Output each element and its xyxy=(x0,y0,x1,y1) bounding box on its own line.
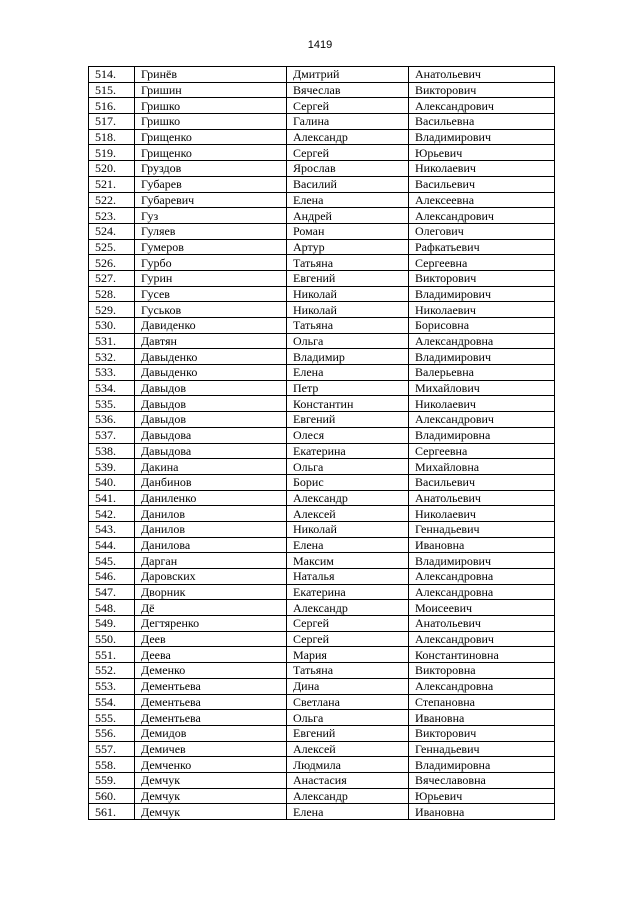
table-row xyxy=(89,67,555,83)
table-row xyxy=(89,600,555,616)
last-name-cell: Даниленко xyxy=(135,490,287,506)
table-row xyxy=(89,412,555,428)
table-row xyxy=(89,694,555,710)
patronymic-cell: Владимирович xyxy=(409,286,555,302)
table-row xyxy=(89,318,555,334)
table-row xyxy=(89,114,555,130)
table-row xyxy=(89,521,555,537)
table-row xyxy=(89,804,555,820)
row-number-cell: 524. xyxy=(89,223,135,239)
last-name-cell: Давыдов xyxy=(135,380,287,396)
row-number-cell: 540. xyxy=(89,474,135,490)
first-name-cell: Константин xyxy=(287,396,409,412)
patronymic-cell: Вячеславовна xyxy=(409,772,555,788)
table-row xyxy=(89,490,555,506)
patronymic-cell: Рафкатьевич xyxy=(409,239,555,255)
first-name-cell: Анастасия xyxy=(287,772,409,788)
last-name-cell: Демичев xyxy=(135,741,287,757)
table-row xyxy=(89,192,555,208)
first-name-cell: Светлана xyxy=(287,694,409,710)
row-number-cell: 548. xyxy=(89,600,135,616)
table-row xyxy=(89,255,555,271)
last-name-cell: Давыдова xyxy=(135,443,287,459)
last-name-cell: Гурин xyxy=(135,270,287,286)
first-name-cell: Роман xyxy=(287,223,409,239)
table-row xyxy=(89,757,555,773)
patronymic-cell: Александровна xyxy=(409,584,555,600)
patronymic-cell: Константиновна xyxy=(409,647,555,663)
first-name-cell: Евгений xyxy=(287,725,409,741)
first-name-cell: Петр xyxy=(287,380,409,396)
last-name-cell: Даровских xyxy=(135,569,287,585)
row-number-cell: 518. xyxy=(89,129,135,145)
patronymic-cell: Юрьевич xyxy=(409,788,555,804)
table-row xyxy=(89,474,555,490)
first-name-cell: Ольга xyxy=(287,333,409,349)
row-number-cell: 552. xyxy=(89,663,135,679)
table-row xyxy=(89,270,555,286)
first-name-cell: Николай xyxy=(287,521,409,537)
last-name-cell: Дементьева xyxy=(135,710,287,726)
last-name-cell: Гусев xyxy=(135,286,287,302)
row-number-cell: 560. xyxy=(89,788,135,804)
row-number-cell: 542. xyxy=(89,506,135,522)
first-name-cell: Людмила xyxy=(287,757,409,773)
patronymic-cell: Александровна xyxy=(409,333,555,349)
page-number: 1419 xyxy=(307,39,333,51)
row-number-cell: 526. xyxy=(89,255,135,271)
row-number-cell: 517. xyxy=(89,114,135,130)
table-row xyxy=(89,537,555,553)
table-row xyxy=(89,584,555,600)
row-number-cell: 538. xyxy=(89,443,135,459)
last-name-cell: Давыдов xyxy=(135,412,287,428)
table-row xyxy=(89,663,555,679)
table-row xyxy=(89,349,555,365)
table-row xyxy=(89,443,555,459)
row-number-cell: 558. xyxy=(89,757,135,773)
patronymic-cell: Юрьевич xyxy=(409,145,555,161)
patronymic-cell: Геннадьевич xyxy=(409,521,555,537)
table-row xyxy=(89,741,555,757)
first-name-cell: Николай xyxy=(287,286,409,302)
row-number-cell: 515. xyxy=(89,82,135,98)
first-name-cell: Галина xyxy=(287,114,409,130)
row-number-cell: 530. xyxy=(89,318,135,334)
last-name-cell: Гуз xyxy=(135,208,287,224)
last-name-cell: Давиденко xyxy=(135,318,287,334)
table-row xyxy=(89,302,555,318)
patronymic-cell: Валерьевна xyxy=(409,365,555,381)
first-name-cell: Татьяна xyxy=(287,318,409,334)
patronymic-cell: Анатольевич xyxy=(409,67,555,83)
table-row xyxy=(89,631,555,647)
table-row xyxy=(89,98,555,114)
last-name-cell: Деев xyxy=(135,631,287,647)
first-name-cell: Екатерина xyxy=(287,443,409,459)
row-number-cell: 533. xyxy=(89,365,135,381)
patronymic-cell: Борисовна xyxy=(409,318,555,334)
last-name-cell: Дементьева xyxy=(135,678,287,694)
first-name-cell: Андрей xyxy=(287,208,409,224)
first-name-cell: Елена xyxy=(287,537,409,553)
table-row xyxy=(89,365,555,381)
first-name-cell: Елена xyxy=(287,804,409,820)
row-number-cell: 527. xyxy=(89,270,135,286)
patronymic-cell: Викторович xyxy=(409,725,555,741)
first-name-cell: Евгений xyxy=(287,412,409,428)
table-row xyxy=(89,647,555,663)
patronymic-cell: Викторович xyxy=(409,270,555,286)
patronymic-cell: Михайлович xyxy=(409,380,555,396)
row-number-cell: 546. xyxy=(89,569,135,585)
patronymic-cell: Николаевич xyxy=(409,506,555,522)
table-row xyxy=(89,161,555,177)
patronymic-cell: Ивановна xyxy=(409,804,555,820)
row-number-cell: 537. xyxy=(89,427,135,443)
first-name-cell: Сергей xyxy=(287,631,409,647)
last-name-cell: Груздов xyxy=(135,161,287,177)
patronymic-cell: Николаевич xyxy=(409,161,555,177)
table-row xyxy=(89,725,555,741)
table-row xyxy=(89,553,555,569)
row-number-cell: 528. xyxy=(89,286,135,302)
table-row xyxy=(89,82,555,98)
last-name-cell: Давтян xyxy=(135,333,287,349)
last-name-cell: Демчук xyxy=(135,788,287,804)
names-table xyxy=(88,66,555,820)
last-name-cell: Грищенко xyxy=(135,145,287,161)
first-name-cell: Татьяна xyxy=(287,255,409,271)
patronymic-cell: Олегович xyxy=(409,223,555,239)
row-number-cell: 532. xyxy=(89,349,135,365)
patronymic-cell: Николаевич xyxy=(409,396,555,412)
table-row xyxy=(89,333,555,349)
last-name-cell: Гришко xyxy=(135,114,287,130)
row-number-cell: 550. xyxy=(89,631,135,647)
last-name-cell: Гринёв xyxy=(135,67,287,83)
last-name-cell: Дегтяренко xyxy=(135,616,287,632)
last-name-cell: Деева xyxy=(135,647,287,663)
last-name-cell: Гуськов xyxy=(135,302,287,318)
last-name-cell: Давыдова xyxy=(135,427,287,443)
first-name-cell: Александр xyxy=(287,600,409,616)
table-row xyxy=(89,710,555,726)
table-row xyxy=(89,223,555,239)
table-row xyxy=(89,427,555,443)
table-row xyxy=(89,678,555,694)
first-name-cell: Александр xyxy=(287,129,409,145)
patronymic-cell: Александрович xyxy=(409,412,555,428)
patronymic-cell: Николаевич xyxy=(409,302,555,318)
row-number-cell: 525. xyxy=(89,239,135,255)
last-name-cell: Данилов xyxy=(135,506,287,522)
last-name-cell: Давыденко xyxy=(135,365,287,381)
row-number-cell: 561. xyxy=(89,804,135,820)
first-name-cell: Наталья xyxy=(287,569,409,585)
row-number-cell: 556. xyxy=(89,725,135,741)
last-name-cell: Грищенко xyxy=(135,129,287,145)
row-number-cell: 553. xyxy=(89,678,135,694)
last-name-cell: Дворник xyxy=(135,584,287,600)
first-name-cell: Николай xyxy=(287,302,409,318)
last-name-cell: Демчук xyxy=(135,804,287,820)
patronymic-cell: Ивановна xyxy=(409,537,555,553)
row-number-cell: 547. xyxy=(89,584,135,600)
patronymic-cell: Викторович xyxy=(409,82,555,98)
last-name-cell: Дементьева xyxy=(135,694,287,710)
patronymic-cell: Владимирович xyxy=(409,129,555,145)
patronymic-cell: Васильевич xyxy=(409,474,555,490)
first-name-cell: Ольга xyxy=(287,459,409,475)
patronymic-cell: Михайловна xyxy=(409,459,555,475)
first-name-cell: Александр xyxy=(287,490,409,506)
first-name-cell: Сергей xyxy=(287,98,409,114)
patronymic-cell: Анатольевич xyxy=(409,490,555,506)
table-row xyxy=(89,506,555,522)
patronymic-cell: Степановна xyxy=(409,694,555,710)
row-number-cell: 520. xyxy=(89,161,135,177)
first-name-cell: Дина xyxy=(287,678,409,694)
first-name-cell: Вячеслав xyxy=(287,82,409,98)
last-name-cell: Дарган xyxy=(135,553,287,569)
first-name-cell: Елена xyxy=(287,365,409,381)
row-number-cell: 536. xyxy=(89,412,135,428)
first-name-cell: Татьяна xyxy=(287,663,409,679)
table-row xyxy=(89,286,555,302)
last-name-cell: Гришин xyxy=(135,82,287,98)
patronymic-cell: Васильевич xyxy=(409,176,555,192)
table-row xyxy=(89,208,555,224)
last-name-cell: Гурбо xyxy=(135,255,287,271)
row-number-cell: 534. xyxy=(89,380,135,396)
patronymic-cell: Владимировна xyxy=(409,757,555,773)
patronymic-cell: Моисеевич xyxy=(409,600,555,616)
row-number-cell: 541. xyxy=(89,490,135,506)
first-name-cell: Дмитрий xyxy=(287,67,409,83)
row-number-cell: 555. xyxy=(89,710,135,726)
row-number-cell: 516. xyxy=(89,98,135,114)
row-number-cell: 544. xyxy=(89,537,135,553)
row-number-cell: 529. xyxy=(89,302,135,318)
table-row xyxy=(89,788,555,804)
first-name-cell: Алексей xyxy=(287,506,409,522)
table-row xyxy=(89,129,555,145)
row-number-cell: 554. xyxy=(89,694,135,710)
last-name-cell: Дакина xyxy=(135,459,287,475)
table-row xyxy=(89,176,555,192)
last-name-cell: Демидов xyxy=(135,725,287,741)
first-name-cell: Василий xyxy=(287,176,409,192)
first-name-cell: Ярослав xyxy=(287,161,409,177)
first-name-cell: Борис xyxy=(287,474,409,490)
last-name-cell: Губарев xyxy=(135,176,287,192)
row-number-cell: 514. xyxy=(89,67,135,83)
patronymic-cell: Александровна xyxy=(409,569,555,585)
first-name-cell: Мария xyxy=(287,647,409,663)
row-number-cell: 521. xyxy=(89,176,135,192)
last-name-cell: Дё xyxy=(135,600,287,616)
patronymic-cell: Александрович xyxy=(409,631,555,647)
patronymic-cell: Александрович xyxy=(409,98,555,114)
first-name-cell: Алексей xyxy=(287,741,409,757)
patronymic-cell: Владимирович xyxy=(409,553,555,569)
table-row xyxy=(89,569,555,585)
last-name-cell: Деменко xyxy=(135,663,287,679)
patronymic-cell: Васильевна xyxy=(409,114,555,130)
first-name-cell: Ольга xyxy=(287,710,409,726)
names-table-body xyxy=(89,67,555,820)
table-row xyxy=(89,380,555,396)
last-name-cell: Гришко xyxy=(135,98,287,114)
row-number-cell: 543. xyxy=(89,521,135,537)
table-row xyxy=(89,396,555,412)
first-name-cell: Екатерина xyxy=(287,584,409,600)
patronymic-cell: Сергеевна xyxy=(409,443,555,459)
last-name-cell: Гуляев xyxy=(135,223,287,239)
last-name-cell: Данбинов xyxy=(135,474,287,490)
row-number-cell: 549. xyxy=(89,616,135,632)
row-number-cell: 522. xyxy=(89,192,135,208)
first-name-cell: Евгений xyxy=(287,270,409,286)
table-row xyxy=(89,459,555,475)
row-number-cell: 519. xyxy=(89,145,135,161)
first-name-cell: Максим xyxy=(287,553,409,569)
table-row xyxy=(89,239,555,255)
patronymic-cell: Геннадьевич xyxy=(409,741,555,757)
row-number-cell: 539. xyxy=(89,459,135,475)
first-name-cell: Сергей xyxy=(287,145,409,161)
row-number-cell: 523. xyxy=(89,208,135,224)
patronymic-cell: Ивановна xyxy=(409,710,555,726)
row-number-cell: 557. xyxy=(89,741,135,757)
patronymic-cell: Владимировна xyxy=(409,427,555,443)
row-number-cell: 535. xyxy=(89,396,135,412)
patronymic-cell: Алексеевна xyxy=(409,192,555,208)
first-name-cell: Олеся xyxy=(287,427,409,443)
first-name-cell: Владимир xyxy=(287,349,409,365)
patronymic-cell: Александрович xyxy=(409,208,555,224)
last-name-cell: Данилова xyxy=(135,537,287,553)
last-name-cell: Гумеров xyxy=(135,239,287,255)
first-name-cell: Елена xyxy=(287,192,409,208)
patronymic-cell: Александровна xyxy=(409,678,555,694)
last-name-cell: Данилов xyxy=(135,521,287,537)
table-row xyxy=(89,772,555,788)
row-number-cell: 559. xyxy=(89,772,135,788)
last-name-cell: Давыденко xyxy=(135,349,287,365)
patronymic-cell: Анатольевич xyxy=(409,616,555,632)
first-name-cell: Сергей xyxy=(287,616,409,632)
table-row xyxy=(89,145,555,161)
last-name-cell: Губаревич xyxy=(135,192,287,208)
row-number-cell: 545. xyxy=(89,553,135,569)
patronymic-cell: Сергеевна xyxy=(409,255,555,271)
last-name-cell: Давыдов xyxy=(135,396,287,412)
row-number-cell: 551. xyxy=(89,647,135,663)
first-name-cell: Александр xyxy=(287,788,409,804)
table-row xyxy=(89,616,555,632)
patronymic-cell: Викторовна xyxy=(409,663,555,679)
patronymic-cell: Владимирович xyxy=(409,349,555,365)
last-name-cell: Демчук xyxy=(135,772,287,788)
first-name-cell: Артур xyxy=(287,239,409,255)
row-number-cell: 531. xyxy=(89,333,135,349)
last-name-cell: Демченко xyxy=(135,757,287,773)
